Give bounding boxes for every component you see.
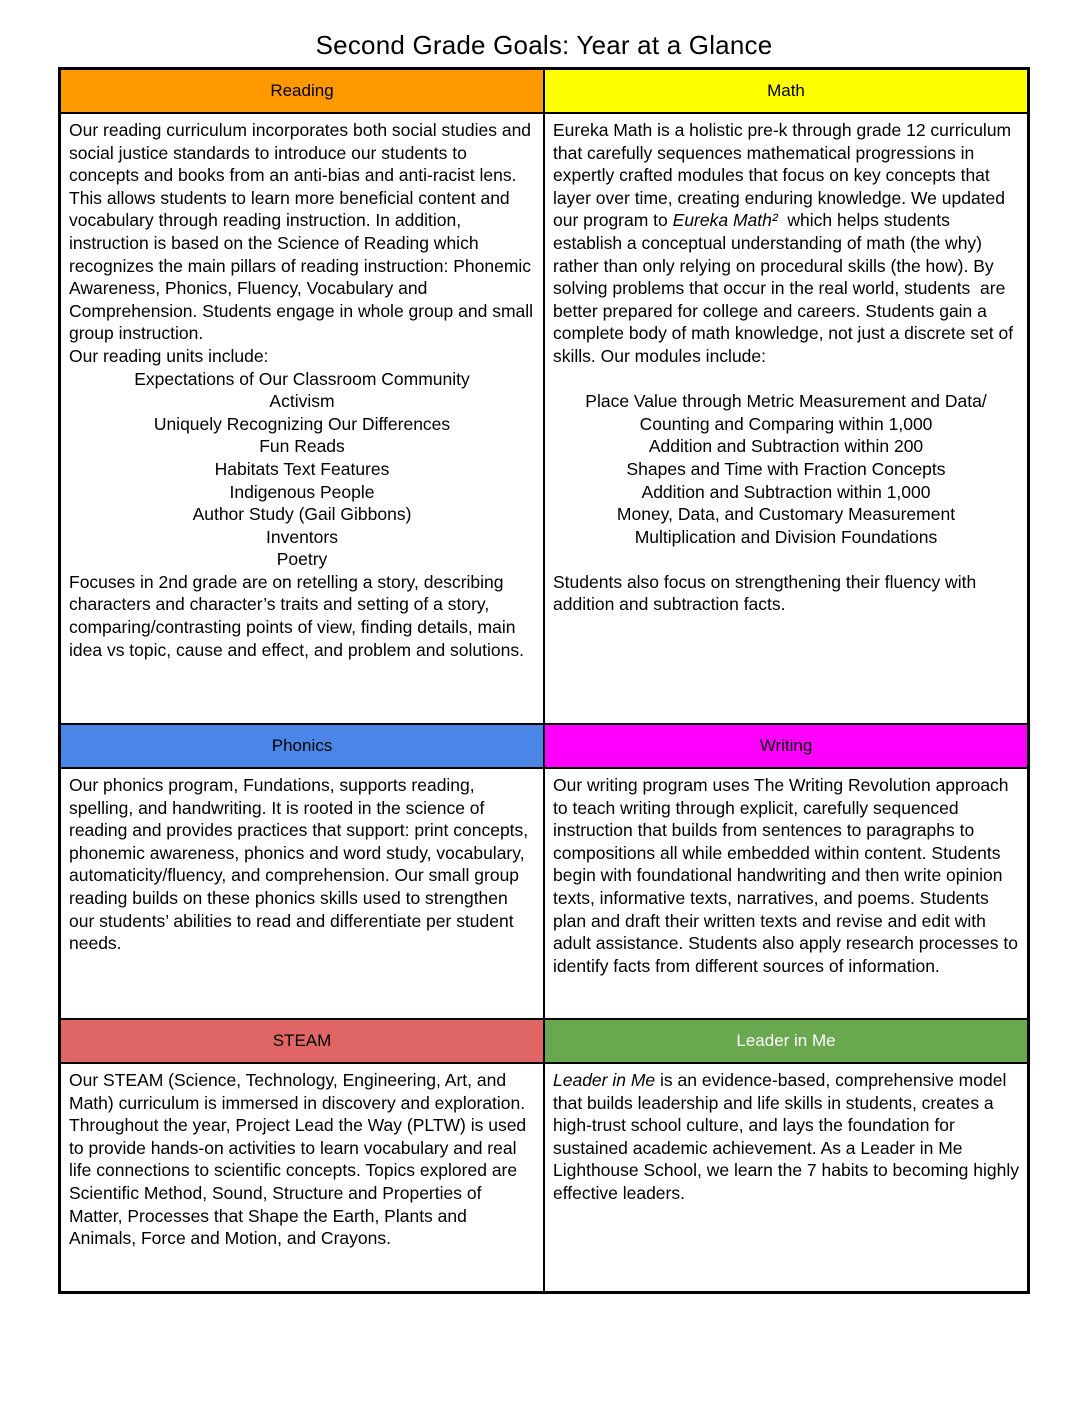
text-run: Money, Data, and Customary Measurement bbox=[616, 504, 956, 525]
content-row-3 bbox=[60, 1063, 1029, 1293]
text-run: Eureka Math is a holistic pre-k through grade 12 curriculum that carefully sequences mathematical progressions in expertly crafted modules that focus on key concepts that layer over time, creating enduring knowledge. We updated our program to bbox=[553, 120, 1017, 231]
text-run: Our reading curriculum incorporates both social studies and social justice standards to introduce our students to concepts and books from an anti-bias and anti-racist lens. This allows students to learn more beneficial content and vocabulary through reading instruction. In addition, instruction is based on the Science of Reading which recognizes the main pillars of reading instruction: Phonemic Awareness, Phonics, Fluency, Vocabulary and Comprehension. Students engage in whole group and small group instruction. bbox=[69, 120, 538, 344]
section-cell-phonics bbox=[60, 768, 545, 1019]
paragraph bbox=[69, 458, 535, 481]
text-run: Our STEAM (Science, Technology, Engineering, Art, and Math) curriculum is immersed in discovery and exploration. Throughout the year, Project Lead the Way (PLTW) is used to provide hands-on activities to learn vocabulary and real life connections to scientific concepts. Topics explored are Scientific Method, Sound, Structure and Properties of Matter, Processes that Shape the Earth, Plants and Animals, Force and Motion, and Crayons. bbox=[69, 1070, 532, 1249]
paragraph bbox=[553, 526, 1019, 549]
blank-line bbox=[553, 548, 1019, 571]
paragraph bbox=[69, 390, 535, 413]
text-run: Author Study (Gail Gibbons) bbox=[192, 504, 412, 525]
section-header-math bbox=[544, 69, 1029, 114]
text-run: Inventors bbox=[266, 526, 338, 547]
paragraph bbox=[553, 390, 1019, 413]
paragraph bbox=[553, 481, 1019, 504]
section-cell-math bbox=[544, 113, 1029, 724]
text-run: Focuses in 2nd grade are on retelling a story, describing characters and character’s traits and setting of a story, comparing/contrasting points of view, finding details, main idea vs topic, cause and effect, and problem and solutions. bbox=[69, 571, 524, 660]
paragraph bbox=[69, 368, 535, 391]
writing-cell-content bbox=[553, 774, 1023, 977]
text-run: Eureka Math² bbox=[672, 210, 778, 231]
text-run: Poetry bbox=[276, 549, 328, 570]
text-run: Expectations of Our Classroom Community bbox=[134, 368, 470, 389]
year-at-a-glance-table bbox=[58, 67, 1030, 1294]
text-run: Leader in Me bbox=[553, 1070, 656, 1090]
paragraph bbox=[553, 458, 1019, 481]
paragraph bbox=[553, 503, 1019, 526]
section-header-reading bbox=[60, 69, 545, 114]
section-header-writing-label: Writing bbox=[759, 736, 813, 755]
text-run: which helps students establish a conceptual understanding of math (the why) rather than only relying on procedural skills (the how). By solving problems that occur in the real world, students are better prepared for college and careers. Students gain a complete body of math knowledge, not just a discrete set of skills. Our modules include: bbox=[553, 210, 1018, 366]
header-row-3 bbox=[60, 1019, 1029, 1063]
text-run: Counting and Comparing within 1,000 bbox=[639, 413, 933, 434]
section-header-math-label: Math bbox=[767, 81, 805, 100]
text-run: Multiplication and Division Foundations bbox=[634, 526, 938, 547]
header-row-1 bbox=[60, 69, 1029, 114]
section-header-leader-in-me-label: Leader in Me bbox=[736, 1031, 836, 1050]
paragraph bbox=[69, 774, 535, 955]
phonics-cell-content bbox=[69, 774, 535, 955]
paragraph bbox=[553, 774, 1023, 977]
section-header-steam bbox=[60, 1019, 545, 1063]
section-header-steam-label: STEAM bbox=[272, 1031, 332, 1050]
text-run: Shapes and Time with Fraction Concepts bbox=[626, 458, 946, 479]
text-run: is an evidence-based, comprehensive model that builds leadership and life skills in students, creates a high-trust school culture, and lays the foundation for sustained academic achievement. As a Leader in Me Lighthouse School, we learn the 7 habits to becoming highly effective leaders. bbox=[553, 1070, 1024, 1203]
text-run: Students also focus on strengthening their fluency with addition and subtraction facts. bbox=[553, 571, 982, 615]
text-run: Habitats Text Features bbox=[214, 458, 390, 479]
paragraph bbox=[553, 435, 1019, 458]
text-run: Our reading units include: bbox=[69, 345, 269, 366]
paragraph bbox=[69, 413, 535, 436]
text-run: Activism bbox=[269, 391, 335, 412]
paragraph bbox=[69, 345, 535, 368]
section-header-phonics-label: Phonics bbox=[271, 736, 333, 755]
steam-cell-content bbox=[69, 1069, 535, 1250]
paragraph bbox=[69, 481, 535, 504]
page-title: Second Grade Goals: Year at a Glance bbox=[315, 30, 773, 60]
leader-in-me-cell-content bbox=[553, 1069, 1024, 1205]
math-cell-content bbox=[553, 119, 1019, 616]
section-header-phonics bbox=[60, 724, 545, 768]
text-run: Uniquely Recognizing Our Differences bbox=[153, 413, 451, 434]
header-row-2 bbox=[60, 724, 1029, 768]
paragraph bbox=[553, 413, 1019, 436]
paragraph bbox=[69, 1069, 535, 1250]
text-run: Addition and Subtraction within 200 bbox=[648, 436, 924, 457]
content-row-1 bbox=[60, 113, 1029, 724]
text-run: Our phonics program, Fundations, supports reading, spelling, and handwriting. It is rooted in the science of reading and provides practices that support: print concepts, phonemic awareness, phonics and word study, vocabulary, automaticity/fluency, and comprehension. Our small group reading builds on these phonics skills used to strengthen our students’ abilities to read and differentiate per student needs. bbox=[69, 775, 534, 954]
text-run: Place Value through Metric Measurement and Data/ bbox=[585, 391, 987, 412]
reading-cell-content bbox=[69, 119, 538, 661]
paragraph bbox=[69, 526, 535, 549]
paragraph bbox=[553, 119, 1019, 368]
paragraph bbox=[69, 571, 535, 661]
content-row-2 bbox=[60, 768, 1029, 1019]
section-header-writing bbox=[544, 724, 1029, 768]
text-run: Indigenous People bbox=[229, 481, 375, 502]
text-run: Fun Reads bbox=[259, 436, 345, 457]
paragraph bbox=[553, 1069, 1024, 1205]
paragraph bbox=[553, 571, 1019, 616]
text-run: Our writing program uses The Writing Revolution approach to teach writing through explicit, carefully sequenced instruction that builds from sentences to paragraphs to compositions all while embedded within content. Students begin with foundational handwriting and then write opinion texts, informative texts, narratives, and poems. Students plan and draft their written texts and revise and edit with adult assistance. Students also apply research processes to identify facts from different sources of information. bbox=[553, 775, 1023, 976]
blank-line bbox=[553, 368, 1019, 391]
section-cell-reading bbox=[60, 113, 545, 724]
paragraph bbox=[69, 435, 535, 458]
section-header-leader-in-me bbox=[544, 1019, 1029, 1063]
section-cell-leader-in-me bbox=[544, 1063, 1029, 1293]
text-run: Addition and Subtraction within 1,000 bbox=[641, 481, 931, 502]
section-cell-steam bbox=[60, 1063, 545, 1293]
paragraph bbox=[69, 548, 535, 571]
paragraph bbox=[69, 503, 535, 526]
section-header-reading-label: Reading bbox=[270, 81, 334, 100]
section-cell-writing bbox=[544, 768, 1029, 1019]
paragraph bbox=[69, 119, 538, 345]
